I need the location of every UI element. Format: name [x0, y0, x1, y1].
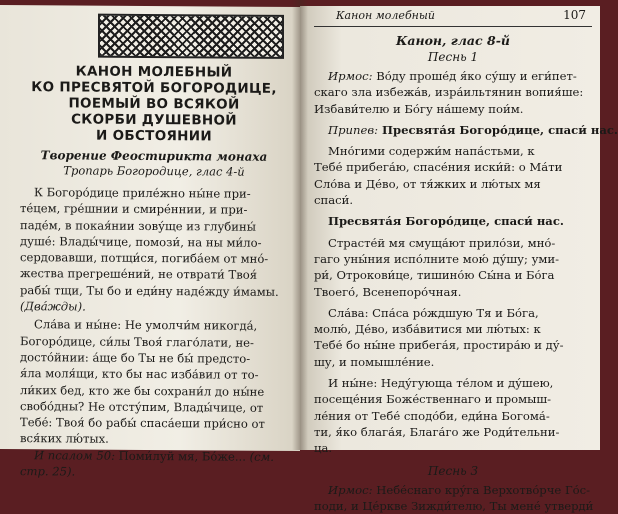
- psalm-label: И псалом 50:: [34, 447, 115, 463]
- refrain-line: Пресвята́я Богоро́дице, спаси́ нас.: [328, 214, 564, 229]
- page-number: 107: [563, 8, 586, 22]
- text-line: К Богоро́дице приле́жно ны́не при-: [34, 185, 251, 201]
- text-line: посеще́ния Боже́ственнаго и промыш-: [314, 392, 552, 407]
- title-line: И ОБСТОЯНИИ: [96, 127, 212, 145]
- ode-3-text: [314, 482, 592, 514]
- text-line: спаси́.: [314, 193, 354, 208]
- text-line: Сла́ва: Спа́са ро́ждшую Тя и Бо́га,: [328, 305, 539, 320]
- running-head: Канон молебный: [336, 9, 435, 22]
- text-line: ле́ния от Тебе́ сподо́би, еди́на Богома́-: [314, 408, 550, 423]
- twice-note: (Два́жды).: [20, 299, 86, 314]
- text-line: душе́: Влады́чице, помози́, на ны ми́ло-: [20, 233, 262, 250]
- text-line: Тебе́ прибега́ю, спасе́ния иски́й: о Ма́ти: [314, 160, 563, 175]
- title-line: СКОРБИ ДУШЕВНОЙ: [71, 111, 237, 129]
- canon-heading: Канон, глас 8-й: [396, 33, 510, 48]
- troparion-text: [20, 184, 288, 481]
- text-line: паде́м, в покая́нии зову́ще из глубины́: [20, 217, 256, 234]
- irmos-label: Ирмос:: [328, 482, 373, 497]
- text-line: гаго уны́ния испо́лните мою́ ду́шу; уми-: [314, 251, 560, 266]
- text-line: Богоро́дице, си́лы Твоя́ глаго́лати, не-: [20, 333, 254, 350]
- irmos-text: Небе́снаго кру́га Верхотво́рче Го́с-: [372, 482, 591, 497]
- ornamental-headpiece: [98, 14, 284, 59]
- refrain-text: Пресвята́я Богоро́дице, спаси́ нас.: [377, 122, 618, 137]
- text-line: рабы́ тщи, Ты бо и еди́ну наде́жду и́мамы.: [20, 282, 279, 299]
- irmos-line: [314, 482, 592, 498]
- text-line: ца.: [314, 441, 333, 456]
- troparion-heading: Тропарь Богородице, глас 4-й: [63, 163, 245, 179]
- canon-title: [20, 63, 288, 145]
- psalm-text: Поми́луй мя, Бо́же...: [115, 448, 250, 464]
- running-header: [314, 8, 592, 27]
- irmos-line: [314, 68, 592, 84]
- text-line: свобо́дны? Не отсту́пим, Влады́чице, от: [20, 398, 264, 415]
- text-line: сердовавши, потщи́ся, погиба́ем от мно́-: [20, 250, 269, 267]
- left-page: [0, 5, 300, 479]
- ode-heading: Песнь 3: [427, 463, 479, 478]
- psalm-ref-page: стр. 25).: [20, 464, 76, 479]
- ode-1-text: [314, 68, 618, 457]
- right-page: [300, 6, 618, 513]
- refrain-label: Припев:: [328, 122, 378, 137]
- text-line: Избави́телю и Бо́гу на́шему пои́м.: [314, 101, 524, 116]
- title-line: КАНОН МОЛЕБНЫЙ: [75, 63, 233, 81]
- irmos-label: Ирмос:: [328, 69, 373, 83]
- book-gutter: [292, 0, 308, 450]
- text-line: я́ла моля́щи, кто бы нас изба́вил от то-: [20, 366, 259, 383]
- text-line: ли́ких бед, кто же бы сохрани́л до ны́не: [20, 382, 265, 399]
- author-line: Творение Феостирикта монаха: [40, 148, 268, 164]
- text-line: шу, и помышле́ние.: [314, 354, 435, 369]
- text-line: вся́ких лю́тых.: [20, 431, 109, 447]
- psalm-reference: [20, 447, 288, 465]
- title-line: ПОЕМЫЙ ВО ВСЯКОЙ: [68, 95, 240, 113]
- text-line: Тебе́: Твоя́ бо рабы́ спаса́еши при́сно от: [20, 415, 265, 431]
- title-line: КО ПРЕСВЯТОЙ БОГОРОДИЦЕ,: [31, 79, 277, 97]
- text-line: Сло́ва и Де́во, от тя́жких и лю́тых мя: [314, 176, 541, 191]
- text-line: молю́, Де́во, изба́витися ми лю́тых: к: [314, 322, 541, 337]
- text-line: Страсте́й мя смуща́ют прило́зи, мно́-: [328, 235, 556, 250]
- text-line: поди, и Це́ркве Зижди́телю, Ты мене́ утверди́: [314, 498, 594, 513]
- irmos-text: Во́ду проше́д я́ко су́шу и еги́пет-: [372, 69, 577, 83]
- text-line: ри́, Отрокови́це, тишино́ю Сы́на и Бо́га: [314, 268, 555, 283]
- ode-heading: Песнь 1: [427, 50, 479, 64]
- text-line: досто́йнии: а́ще бо Ты не бы́ предсто-: [20, 350, 251, 366]
- text-line: Тебе́ бо ны́не прибега́я, простира́ю и ду́-: [314, 338, 564, 353]
- psalm-ref: (см.: [249, 449, 274, 464]
- text-line: И ны́не: Неду́гующа те́лом и ду́шею,: [328, 376, 554, 391]
- text-line: ти, я́ко блага́я, Блага́го же Роди́тельни-: [314, 424, 560, 439]
- text-line: Мно́гими содержи́м напа́стьми, к: [328, 144, 535, 159]
- refrain-line: [314, 122, 618, 138]
- text-line: Твоего́, Всенепоро́чная.: [314, 284, 462, 299]
- text-line: скаго зла избежа́в, изра́ильтянин вопия́ше:: [314, 85, 584, 100]
- text-line: Сла́ва и ны́не: Не умолчи́м никогда́,: [34, 317, 258, 334]
- text-line: те́цем, гре́шнии и смире́ннии, и при-: [20, 201, 248, 217]
- text-line: жества прегреше́ний, не отврати́ Твоя́: [20, 266, 258, 283]
